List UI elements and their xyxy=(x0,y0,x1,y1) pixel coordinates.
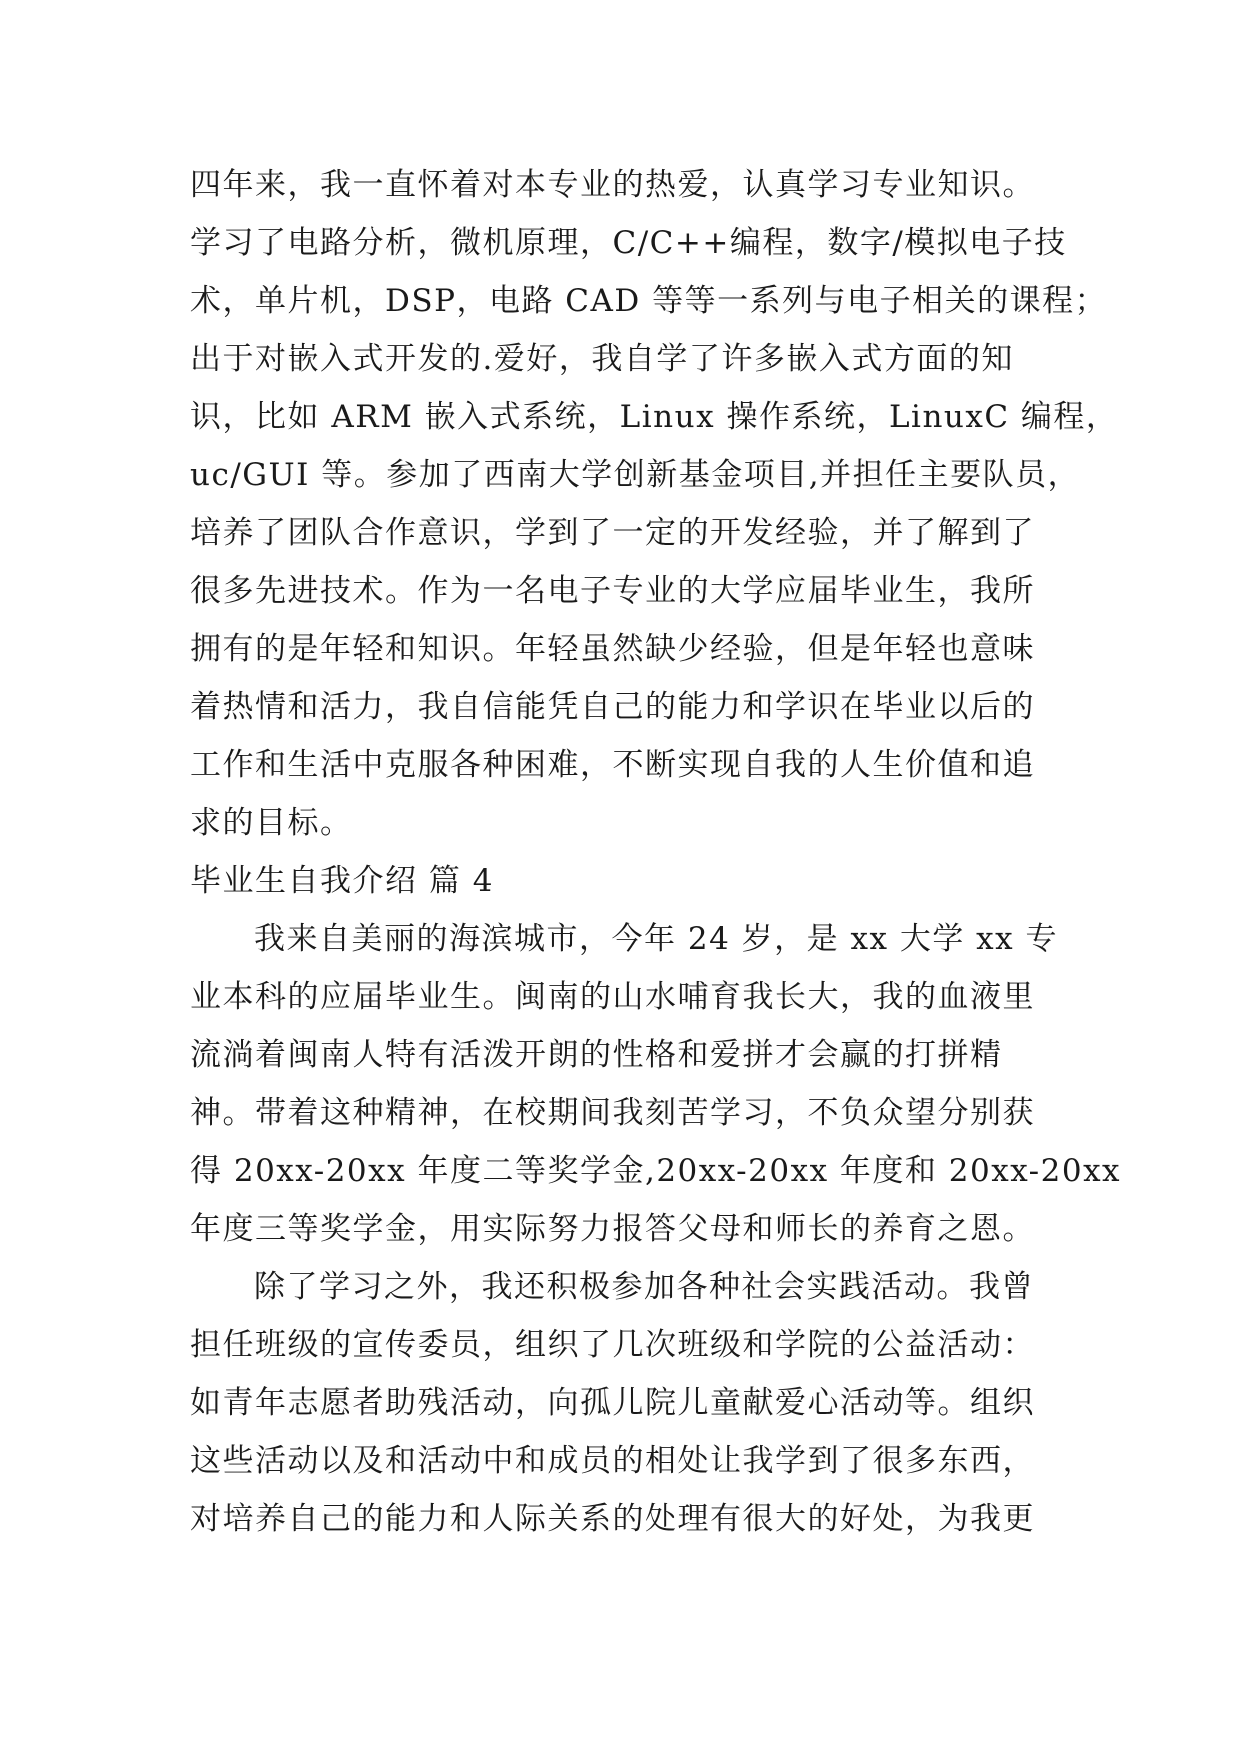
text-line: 业本科的应届毕业生。闽南的山水哺育我长大，我的血液里 xyxy=(190,979,1035,1015)
text-line: 得 20xx-20xx 年度二等奖学金,20xx-20xx 年度和 20xx-20xx xyxy=(190,1153,1122,1189)
text-line: 培养了团队合作意识，学到了一定的开发经验，并了解到了 xyxy=(190,515,1035,551)
section4-paragraph-2 xyxy=(190,1258,1070,1548)
text-line: 学习了电路分析，微机原理，C/C++编程，数字/模拟电子技 xyxy=(190,225,1067,261)
text-line: 着热情和活力，我自信能凭自己的能力和学识在毕业以后的 xyxy=(190,689,1035,725)
text-line: 如青年志愿者助残活动，向孤儿院儿童献爱心活动等。组织 xyxy=(190,1385,1035,1421)
text-line: 工作和生活中克服各种困难，不断实现自我的人生价值和追 xyxy=(190,747,1035,783)
text-line: 很多先进技术。作为一名电子专业的大学应届毕业生，我所 xyxy=(190,573,1035,609)
text-line: 我来自美丽的海滨城市，今年 24 岁，是 xx 大学 xx 专 xyxy=(254,921,1058,957)
text-line: 除了学习之外，我还积极参加各种社会实践活动。我曾 xyxy=(254,1269,1034,1305)
document-body xyxy=(190,156,1122,1548)
text-line: 术，单片机，DSP，电路 CAD 等等一系列与电子相关的课程； xyxy=(190,283,1108,319)
text-line: 出于对嵌入式开发的.爱好，我自学了许多嵌入式方面的知 xyxy=(190,341,1014,377)
section4-paragraph-1 xyxy=(190,910,1122,1258)
text-line: 这些活动以及和活动中和成员的相处让我学到了很多东西， xyxy=(190,1443,1035,1479)
text-line: 拥有的是年轻和知识。年轻虽然缺少经验，但是年轻也意味 xyxy=(190,631,1035,667)
text-line: 四年来，我一直怀着对本专业的热爱，认真学习专业知识。 xyxy=(190,167,1035,203)
text-line: 年度三等奖学金，用实际努力报答父母和师长的养育之恩。 xyxy=(190,1211,1035,1247)
text-line: 神。带着这种精神，在校期间我刻苦学习，不负众望分别获 xyxy=(190,1095,1035,1131)
text-line: 对培养自己的能力和人际关系的处理有很大的好处，为我更 xyxy=(190,1501,1035,1537)
section-heading: 毕业生自我介绍 篇 4 xyxy=(190,863,494,899)
text-line: 担任班级的宣传委员，组织了几次班级和学院的公益活动： xyxy=(190,1327,1035,1363)
text-line: uc/GUI 等。参加了西南大学创新基金项目,并担任主要队员， xyxy=(190,457,1081,493)
text-line: 识，比如 ARM 嵌入式系统，Linux 操作系统，LinuxC 编程， xyxy=(190,399,1119,435)
text-line: 流淌着闽南人特有活泼开朗的性格和爱拼才会赢的打拼精 xyxy=(190,1037,1003,1073)
previous-section-paragraph xyxy=(190,156,1119,852)
text-line: 求的目标。 xyxy=(190,805,353,841)
